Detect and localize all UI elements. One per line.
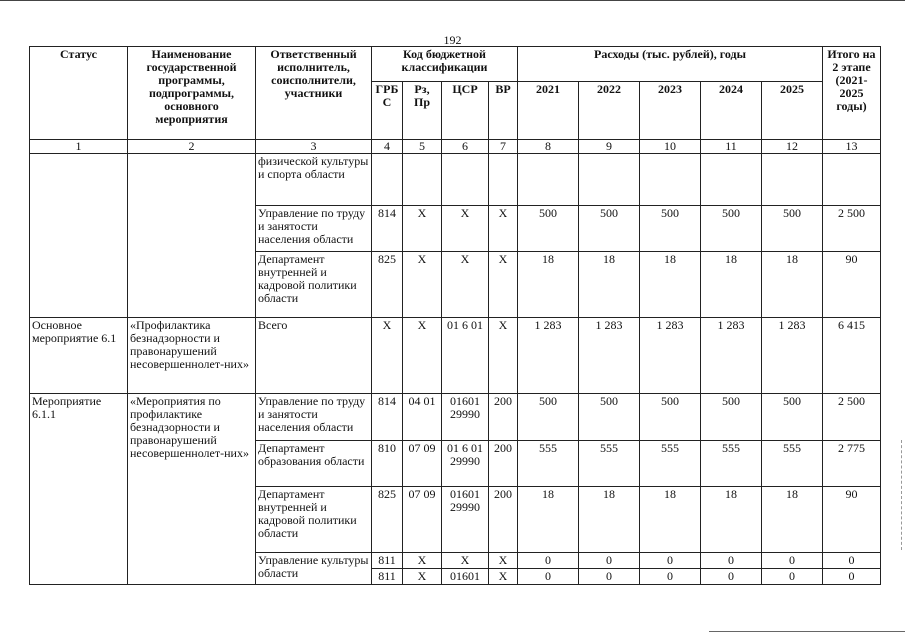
rzpr-cell: X — [403, 318, 442, 394]
header-rzpr: Рз, Пр — [403, 82, 442, 140]
col-num: 13 — [823, 140, 881, 154]
rzpr-cell: 07 09 — [403, 441, 442, 487]
rzpr-cell: X — [403, 252, 442, 318]
value-total: 6 415 — [823, 318, 881, 394]
table-row — [30, 318, 881, 394]
header-executor: Ответственный исполнитель, соисполнители, участники — [256, 47, 372, 140]
header-total: Итого на 2 этапе (2021-2025 годы) — [823, 47, 881, 140]
col-num: 2 — [128, 140, 256, 154]
table-row — [30, 154, 881, 206]
executor-cell: Управление по труду и занятости населения области — [256, 206, 372, 252]
value-2022: 500 — [579, 206, 640, 252]
executor-cell: физической культуры и спорта области — [256, 154, 372, 206]
value-2022: 0 — [579, 553, 640, 569]
vr-cell: X — [489, 252, 518, 318]
executor-cell: Управление по труду и занятости населения области — [256, 394, 372, 441]
value-2023: 1 283 — [640, 318, 701, 394]
grbs-cell: 825 — [372, 487, 403, 553]
vr-cell: X — [489, 553, 518, 569]
value-2022: 18 — [579, 487, 640, 553]
value-2025: 0 — [762, 569, 823, 585]
vr-cell: X — [489, 318, 518, 394]
value-2023: 0 — [640, 553, 701, 569]
col-num: 4 — [372, 140, 403, 154]
value-total: 0 — [823, 569, 881, 585]
grbs-cell: 810 — [372, 441, 403, 487]
header-2025: 2025 — [762, 82, 823, 140]
grbs-cell: 811 — [372, 553, 403, 569]
col-num: 7 — [489, 140, 518, 154]
header-2023: 2023 — [640, 82, 701, 140]
executor-cell: Управление культуры области — [256, 553, 372, 585]
col-num: 3 — [256, 140, 372, 154]
value-2022: 18 — [579, 252, 640, 318]
col-num: 6 — [442, 140, 489, 154]
rzpr-cell: X — [403, 206, 442, 252]
name-cell — [128, 154, 256, 318]
value-2023: 500 — [640, 206, 701, 252]
value-total: 90 — [823, 252, 881, 318]
value-total: 0 — [823, 553, 881, 569]
status-cell: Мероприятие 6.1.1 — [30, 394, 128, 585]
col-num: 12 — [762, 140, 823, 154]
value-total: 2 775 — [823, 441, 881, 487]
value-2022 — [579, 154, 640, 206]
value-2025: 1 283 — [762, 318, 823, 394]
rzpr-cell: X — [403, 553, 442, 569]
column-number-row — [30, 140, 881, 154]
executor-cell: Департамент образования области — [256, 441, 372, 487]
csr-cell — [442, 154, 489, 206]
value-total — [823, 154, 881, 206]
name-cell: «Мероприятия по профилактике безнадзорности и правонарушений несовершеннолет-них» — [128, 394, 256, 585]
value-2022: 0 — [579, 569, 640, 585]
value-2025 — [762, 154, 823, 206]
vr-cell: 200 — [489, 487, 518, 553]
value-2024 — [701, 154, 762, 206]
col-num: 8 — [518, 140, 579, 154]
header-csr: ЦСР — [442, 82, 489, 140]
csr-cell: X — [442, 252, 489, 318]
scan-edge-marks — [901, 440, 903, 550]
value-2024: 500 — [701, 206, 762, 252]
rzpr-cell: X — [403, 569, 442, 585]
col-num: 11 — [701, 140, 762, 154]
value-2024: 18 — [701, 487, 762, 553]
value-2025: 500 — [762, 394, 823, 441]
value-2021: 500 — [518, 206, 579, 252]
col-num: 1 — [30, 140, 128, 154]
csr-cell: 01601 29990 — [442, 487, 489, 553]
vr-cell — [489, 154, 518, 206]
value-2023: 555 — [640, 441, 701, 487]
name-cell: «Профилактика безнадзорности и правонарушений несовершеннолет-них» — [128, 318, 256, 394]
value-2025: 18 — [762, 252, 823, 318]
csr-cell: 01601 — [442, 569, 489, 585]
value-2021: 18 — [518, 487, 579, 553]
header-2022: 2022 — [579, 82, 640, 140]
value-2021: 0 — [518, 569, 579, 585]
header-2024: 2024 — [701, 82, 762, 140]
value-total: 90 — [823, 487, 881, 553]
value-2024: 0 — [701, 569, 762, 585]
value-2023: 18 — [640, 252, 701, 318]
value-2022: 555 — [579, 441, 640, 487]
header-expenses: Расходы (тыс. рублей), годы — [518, 47, 823, 82]
value-2025: 500 — [762, 206, 823, 252]
rzpr-cell: 04 01 — [403, 394, 442, 441]
value-2025: 555 — [762, 441, 823, 487]
page-number: 192 — [443, 33, 462, 47]
csr-cell: X — [442, 206, 489, 252]
value-2024: 18 — [701, 252, 762, 318]
csr-cell: 01 6 01 29990 — [442, 441, 489, 487]
csr-cell: X — [442, 553, 489, 569]
grbs-cell — [372, 154, 403, 206]
value-2025: 0 — [762, 553, 823, 569]
header-budget-code: Код бюджетной классификации — [372, 47, 518, 82]
executor-cell: Всего — [256, 318, 372, 394]
col-num: 5 — [403, 140, 442, 154]
csr-cell: 01601 29990 — [442, 394, 489, 441]
header-vr: ВР — [489, 82, 518, 140]
value-2021: 18 — [518, 252, 579, 318]
header-2021: 2021 — [518, 82, 579, 140]
col-num: 10 — [640, 140, 701, 154]
grbs-cell: X — [372, 318, 403, 394]
executor-cell: Департамент внутренней и кадровой политики области — [256, 252, 372, 318]
value-2024: 555 — [701, 441, 762, 487]
value-2023: 0 — [640, 569, 701, 585]
value-2023: 18 — [640, 487, 701, 553]
value-2022: 500 — [579, 394, 640, 441]
grbs-cell: 814 — [372, 394, 403, 441]
grbs-cell: 825 — [372, 252, 403, 318]
vr-cell: 200 — [489, 441, 518, 487]
value-2025: 18 — [762, 487, 823, 553]
vr-cell: 200 — [489, 394, 518, 441]
header-name: Наименование государственной программы, подпрограммы, основного мероприятия — [128, 47, 256, 140]
vr-cell: X — [489, 206, 518, 252]
value-2022: 1 283 — [579, 318, 640, 394]
table-row — [30, 394, 881, 441]
budget-table — [29, 46, 881, 585]
top-rule — [0, 0, 905, 5]
value-2023 — [640, 154, 701, 206]
rzpr-cell: 07 09 — [403, 487, 442, 553]
grbs-cell: 811 — [372, 569, 403, 585]
value-2024: 500 — [701, 394, 762, 441]
value-2024: 0 — [701, 553, 762, 569]
header-status: Статус — [30, 47, 128, 140]
value-total: 2 500 — [823, 394, 881, 441]
grbs-cell: 814 — [372, 206, 403, 252]
value-2021: 1 283 — [518, 318, 579, 394]
value-total: 2 500 — [823, 206, 881, 252]
rzpr-cell — [403, 154, 442, 206]
executor-cell: Департамент внутренней и кадровой политики области — [256, 487, 372, 553]
header-grbs: ГРБ С — [372, 82, 403, 140]
value-2024: 1 283 — [701, 318, 762, 394]
vr-cell: X — [489, 569, 518, 585]
value-2021: 0 — [518, 553, 579, 569]
status-cell: Основное мероприятие 6.1 — [30, 318, 128, 394]
value-2021 — [518, 154, 579, 206]
bottom-rule — [709, 631, 905, 632]
value-2023: 500 — [640, 394, 701, 441]
col-num: 9 — [579, 140, 640, 154]
value-2021: 555 — [518, 441, 579, 487]
csr-cell: 01 6 01 — [442, 318, 489, 394]
value-2021: 500 — [518, 394, 579, 441]
status-cell — [30, 154, 128, 318]
